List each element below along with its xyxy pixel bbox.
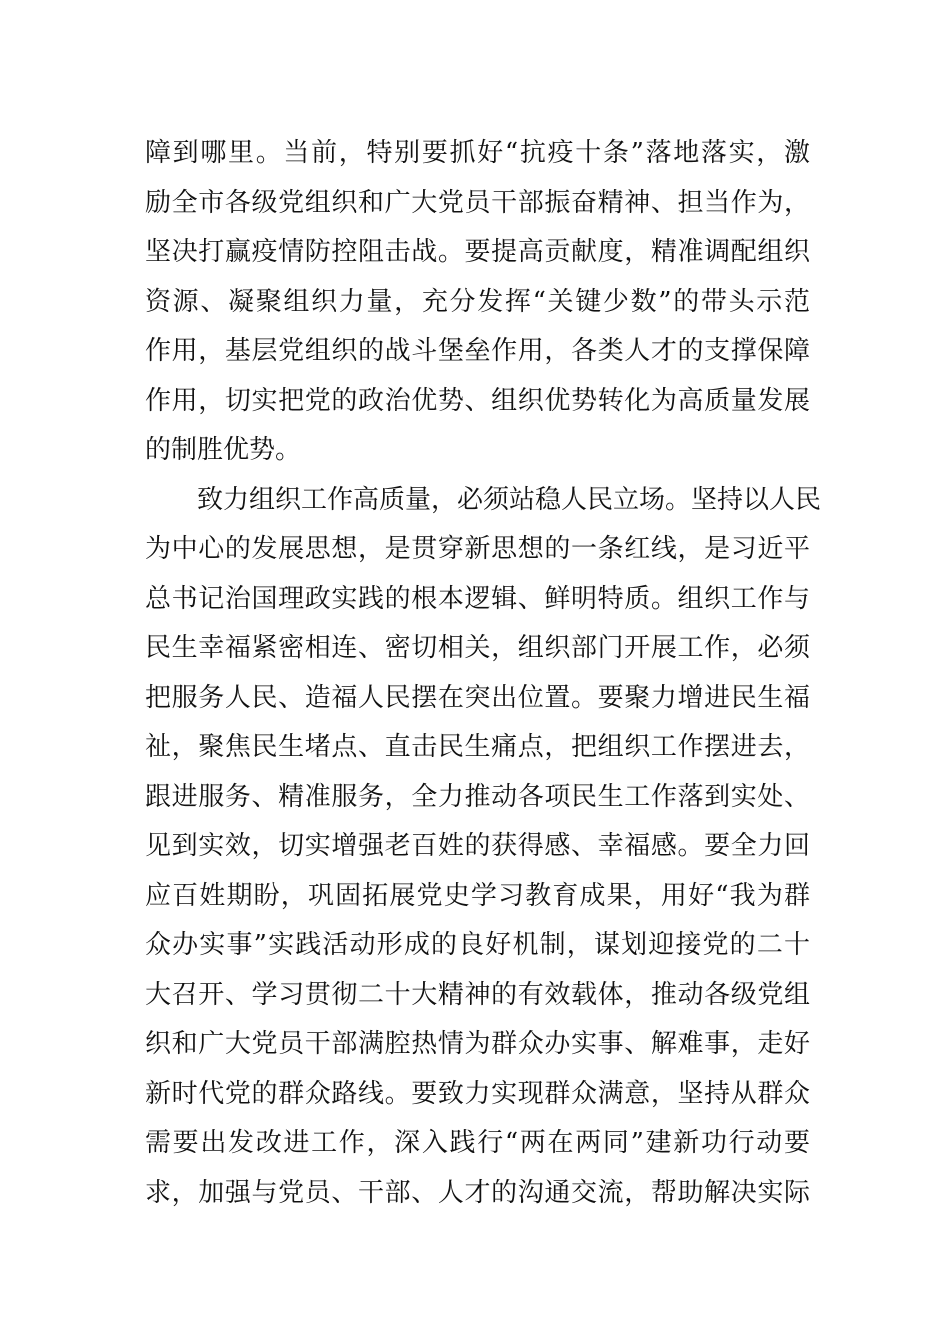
paragraph-2 [145,476,822,1268]
text-line: 见到实效，切实增强老百姓的获得感、幸福感。要全力回 [145,831,810,861]
text-line: 坚决打赢疫情防控阻击战。要提高贡献度，精准调配组织 [145,237,810,267]
body-text [145,129,822,1268]
text-line: 大召开、学习贯彻二十大精神的有效载体，推动各级党组 [145,979,810,1010]
text-line: 求，加强与党员、干部、人才的沟通交流，帮助解决实际 [145,1177,810,1208]
text-line: 应百姓期盼，巩固拓展党史学习教育成果，用好“我为群 [145,880,810,911]
text-line: 障到哪里。当前，特别要抓好“抗疫十条”落地落实，激 [145,138,810,168]
text-line: 作用，切实把党的政治优势、组织优势转化为高质量发展 [145,385,810,416]
text-line: 励全市各级党组织和广大党员干部振奋精神、担当作为， [145,187,810,218]
text-line: 民生幸福紧密相连、密切相关，组织部门开展工作，必须 [145,633,810,663]
text-line: 的制胜优势。 [145,435,302,465]
text-line: 把服务人民、造福人民摆在突出位置。要聚力增进民生福 [145,682,810,713]
text-line [145,1218,810,1268]
text-line: 致力组织工作高质量，必须站稳人民立场。坚持以人民 [145,484,822,515]
text-line: 需要出发改进工作，深入践行“两在两同”建新功行动要 [145,1128,810,1158]
paragraph-1 [145,129,810,476]
text-line: 新时代党的群众路线。要致力实现群众满意，坚持从群众 [145,1078,810,1109]
text-line: 总书记治国理政实践的根本逻辑、鲜明特质。组织工作与 [145,583,810,614]
text-line: 织和广大党员干部满腔热情为群众办实事、解难事，走好 [145,1029,810,1059]
text-line: 众办实事”实践活动形成的良好机制，谋划迎接党的二十 [145,930,810,960]
text-line: 作用，基层党组织的战斗堡垒作用，各类人才的支撑保障 [145,336,810,366]
text-line: 资源、凝聚组织力量，充分发挥“关键少数”的带头示范 [145,286,810,317]
text-line: 跟进服务、精准服务，全力推动各项民生工作落到实处、 [145,781,810,812]
text-line: 祉，聚焦民生堵点、直击民生痛点，把组织工作摆进去， [145,732,810,762]
text-line: 为中心的发展思想，是贯穿新思想的一条红线，是习近平 [145,534,810,564]
